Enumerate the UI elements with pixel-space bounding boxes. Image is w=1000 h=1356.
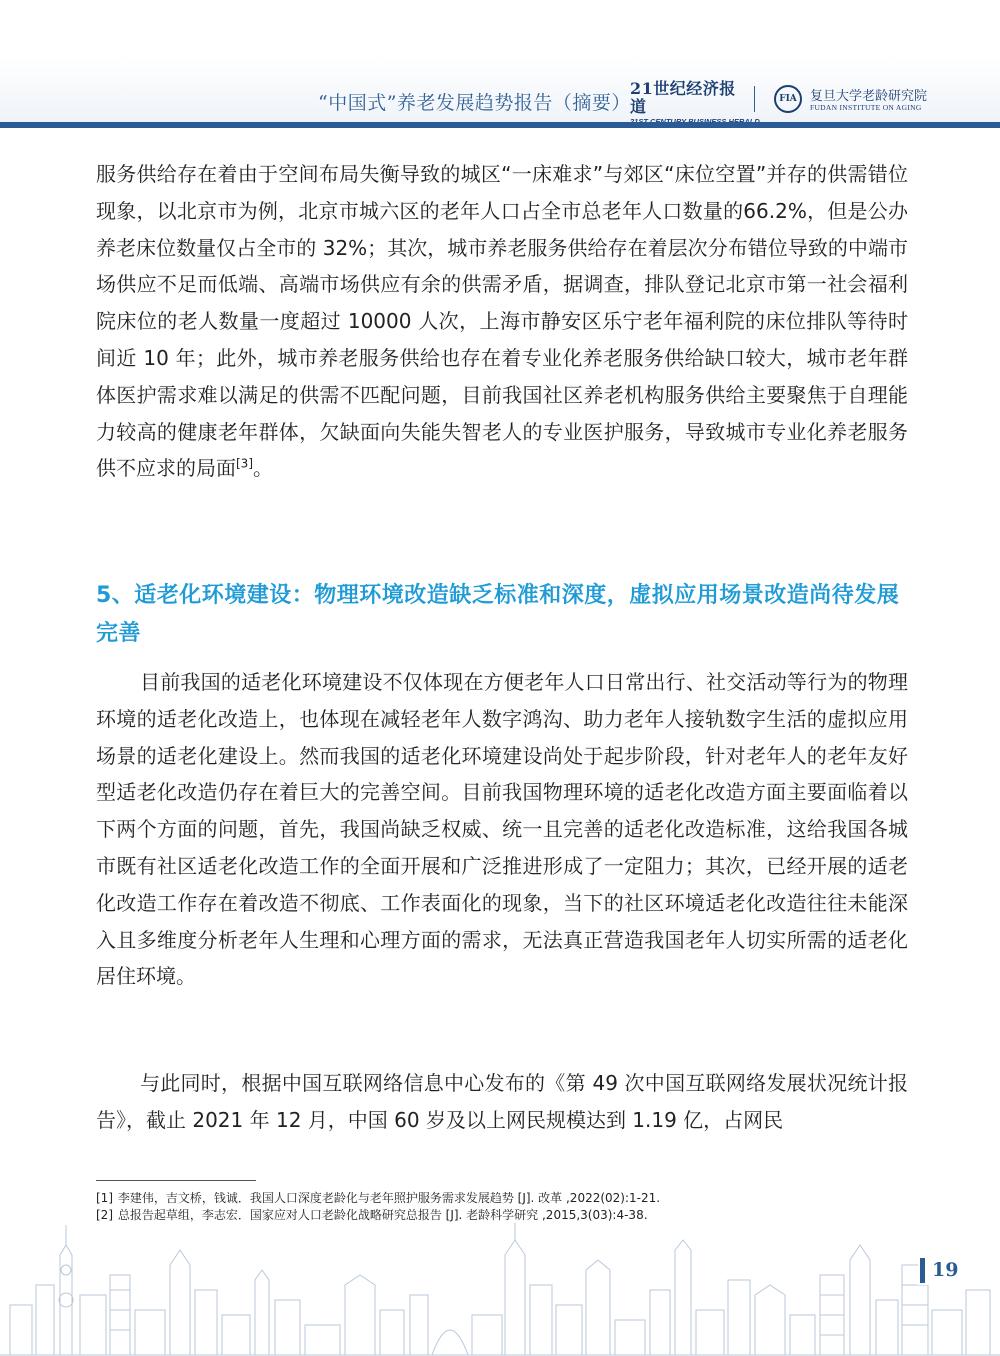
section-heading: 5、适老化环境建设：物理环境改造缺乏标准和深度，虚拟应用场景改造尚待发展完善	[96, 583, 900, 646]
report-title: “中国式”养老发展趋势报告（摘要）	[318, 92, 631, 114]
publisher-name-cn: 21世纪经济报道	[630, 79, 736, 116]
page-number-background	[918, 1257, 1000, 1285]
page-number-bar	[920, 1258, 925, 1283]
body-paragraph-3: 与此同时，根据中国互联网络信息中心发布的《第 49 次中国互联网络发展状况统计报告》，截止 2021 年 12 月，中国 60 岁及以上网民规模达到 1.19 亿，占网民	[96, 1071, 908, 1132]
body-paragraph-2: 目前我国的适老化环境建设不仅体现在方便老年人口日常出行、社交活动等行为的物理环境的适老化改造上，也体现在减轻老年人数字鸿沟、助力老年人接轨数字生活的虚拟应用场景的适老化建设上。然而我国的适老化环境建设尚处于起步阶段，针对老年人的老年友好型适老化改造仍存在着巨大的完善空间。目前我国物理环境的适老化改造方面主要面临着以下两个方面的问题，首先，我国尚缺乏权威、统一且完善的适老化改造标准，这给我国各城市既有社区适老化改造工作的全面开展和广泛推进形成了一定阻力；其次，已经开展的适老化改造工作存在着改造不彻底、工作表面化的现象，当下的社区环境适老化改造往往未能深入且多维度分析老年人生理和心理方面的需求，无法真正营造我国老年人切实所需的适老化居住环境。	[96, 670, 908, 989]
page-header	[0, 0, 1000, 126]
body-paragraph-1	[96, 156, 908, 487]
institute-logo	[774, 83, 974, 117]
paragraph-1-text: 服务供给存在着由于空间布局失衡导致的城区“一床难求”与郊区“床位空置”并存的供需错位现象，以北京市为例，北京市城六区的老年人口占全市总老年人口数量的66.2%，但是公办养老床位数量仅占全市的 32%；其次，城市养老服务供给存在着层次分布错位导致的中端市场供应不足而低端、高端市场供应有余的供需矛盾，据调查，排队登记北京市第一社会福利院床位的老人数量一度超过 10000 人次，上海市静安区乐宁老年福利院的床位排队等待时间近 10 年；此外，城市养老服务供给也存在着专业化养老服务供给缺口较大，城市老年群体医护需求难以满足的供需不匹配问题，目前我国社区养老机构服务供给主要聚焦于自理能力较高的健康老年群体，欠缺面向失能失智老人的专业医护服务，导致城市专业化养老服务供不应求的局面	[96, 162, 908, 481]
page-number: 19	[932, 1259, 959, 1281]
footnote-rule	[96, 1180, 256, 1181]
header-divider	[754, 86, 755, 112]
institute-name-en: FUDAN INSTITUTE ON AGING	[810, 103, 922, 112]
publisher-logo	[630, 80, 740, 114]
citation-3: [3]	[236, 456, 253, 471]
header-accent-bar	[0, 122, 1000, 128]
footnote-1	[96, 1190, 908, 1207]
city-skyline-illustration	[0, 1215, 1000, 1356]
paragraph-1-end: 。	[253, 456, 273, 481]
institute-emblem-icon: FIA	[774, 85, 802, 113]
footnote-number: [1]	[96, 1191, 113, 1205]
institute-name-cn: 复旦大学老龄研究院	[810, 89, 928, 104]
footnote-text: 总报告起草组，李志宏．国家应对人口老龄化战略研究总报告 [J]. 老龄科学研究 ,2015,3(03):4-38.	[117, 1208, 648, 1222]
footnote-text: 李建伟，吉文桥，钱诚．我国人口深度老龄化与老年照护服务需求发展趋势 [J]. 改革 ,2022(02):1-21.	[117, 1191, 661, 1205]
footnote-number: [2]	[96, 1208, 113, 1222]
